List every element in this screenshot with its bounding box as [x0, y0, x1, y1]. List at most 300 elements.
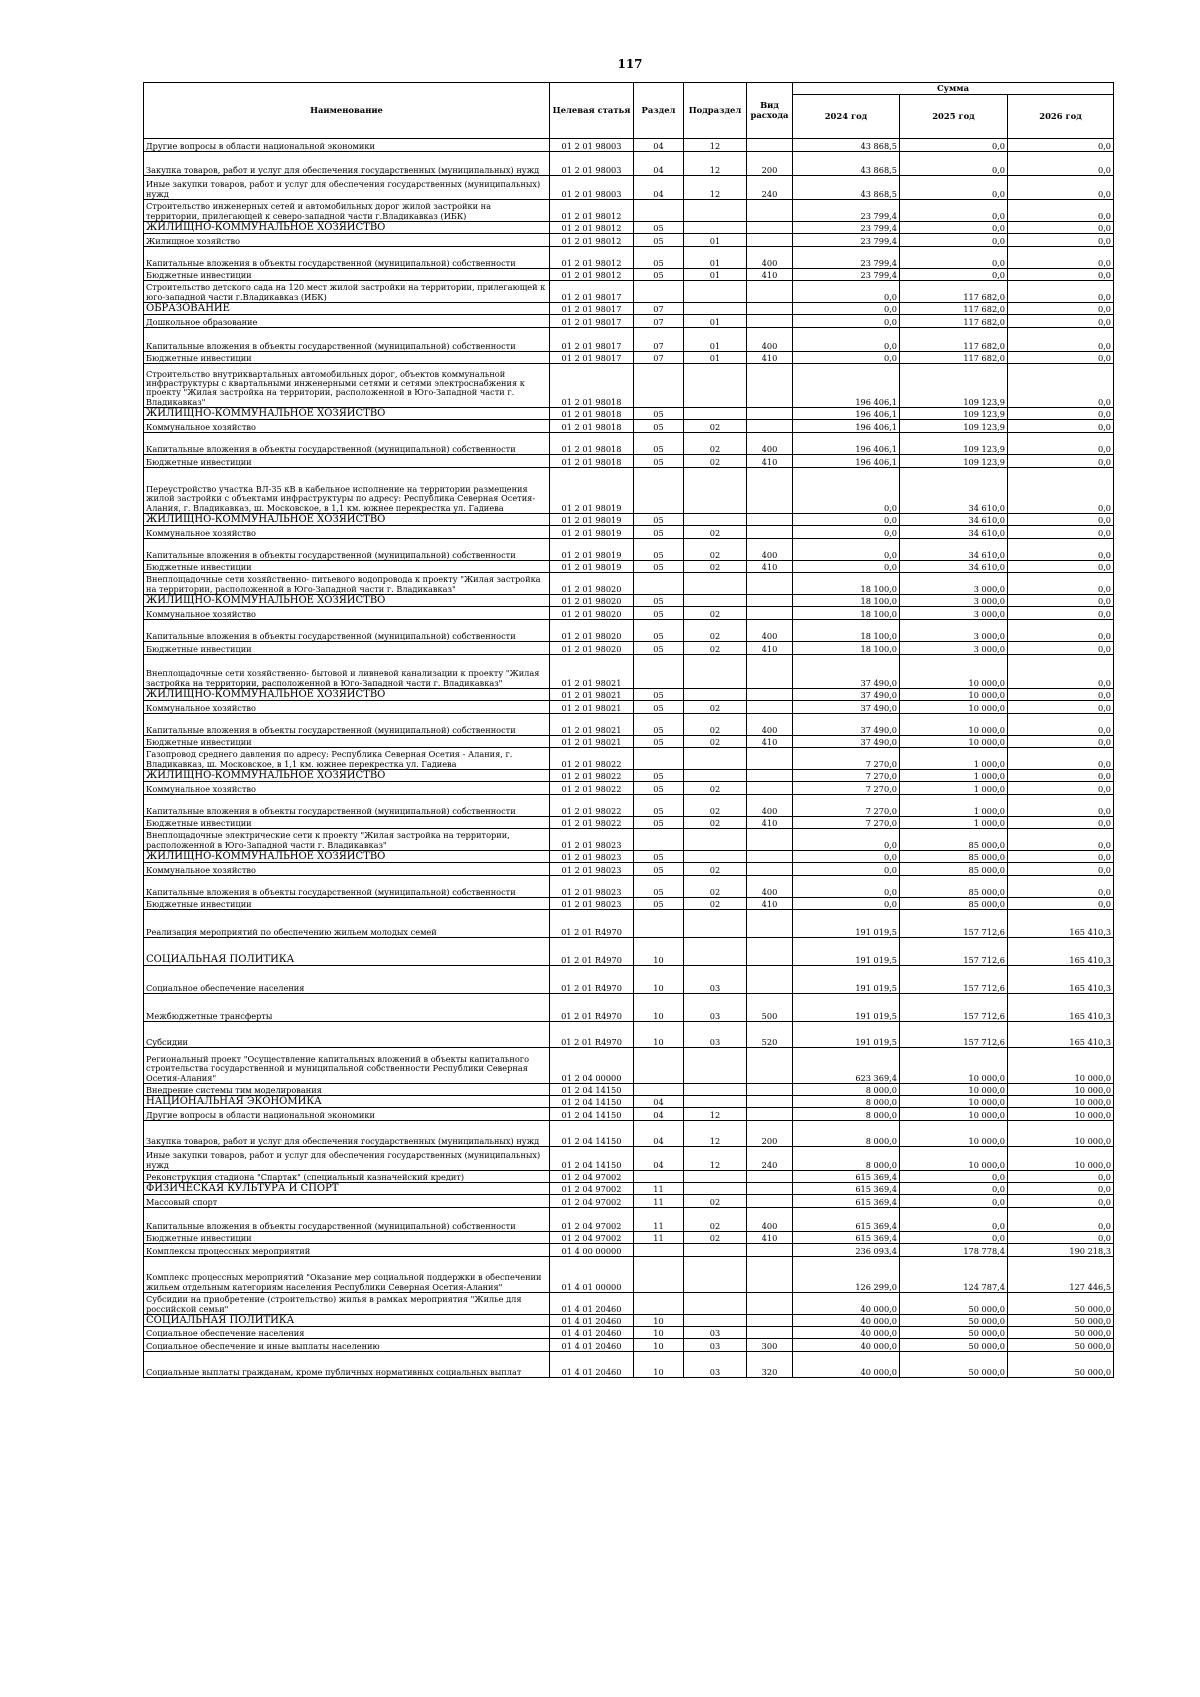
table-row: [144, 1096, 1114, 1108]
row-amount-2025: 0,0: [900, 1195, 1008, 1208]
row-target-article: 01 2 01 98012: [550, 222, 634, 234]
row-amount-2026: 190 218,3: [1008, 1244, 1114, 1257]
table-row: [144, 1171, 1114, 1183]
row-amount-2025: 117 682,0: [900, 352, 1008, 364]
row-amount-2024: 7 270,0: [793, 795, 900, 817]
table-row: [144, 701, 1114, 714]
row-amount-2024: 0,0: [793, 328, 900, 352]
row-name: Реконструкция стадиона "Спартак" (специальный казначейский кредит): [144, 1171, 550, 1183]
row-name: Межбюджетные трансферты: [144, 994, 550, 1022]
row-target-article: 01 2 01 98003: [550, 152, 634, 176]
row-section: 07: [634, 352, 684, 364]
table-row: [144, 620, 1114, 642]
row-expense-type: [747, 222, 793, 234]
row-amount-2025: 85 000,0: [900, 898, 1008, 910]
row-section: 11: [634, 1195, 684, 1208]
row-name: Строительство внутриквартальных автомобильных дорог, объектов коммунальной инфраструктуры с квартальными инженерными сетями и сетями электроснабжения к проекту "Жилая застройка на территории, расположенной в Юго-Западной части г. Владикавказ": [144, 364, 550, 408]
row-subsection: [684, 910, 747, 938]
table-row: [144, 829, 1114, 851]
row-subsection: [684, 364, 747, 408]
table-row: [144, 247, 1114, 269]
row-subsection: 02: [684, 420, 747, 433]
row-amount-2024: 196 406,1: [793, 364, 900, 408]
row-target-article: 01 2 01 98020: [550, 620, 634, 642]
row-name: ЖИЛИЩНО-КОММУНАЛЬНОЕ ХОЗЯЙСТВО: [144, 770, 550, 782]
row-amount-2025: 1 000,0: [900, 770, 1008, 782]
row-amount-2025: 0,0: [900, 222, 1008, 234]
row-name: ЖИЛИЩНО-КОММУНАЛЬНОЕ ХОЗЯЙСТВО: [144, 595, 550, 607]
row-amount-2025: 10 000,0: [900, 655, 1008, 689]
row-amount-2026: 0,0: [1008, 420, 1114, 433]
row-subsection: [684, 655, 747, 689]
row-expense-type: [747, 1048, 793, 1084]
row-amount-2025: 178 778,4: [900, 1244, 1008, 1257]
row-expense-type: [747, 1293, 793, 1315]
row-target-article: 01 2 01 98021: [550, 714, 634, 736]
table-row: [144, 303, 1114, 315]
row-amount-2025: 157 712,6: [900, 1022, 1008, 1048]
row-name: Бюджетные инвестиции: [144, 561, 550, 573]
row-section: 05: [634, 736, 684, 748]
row-amount-2025: 1 000,0: [900, 817, 1008, 829]
row-amount-2024: 191 019,5: [793, 910, 900, 938]
row-section: 05: [634, 607, 684, 620]
row-expense-type: [747, 1327, 793, 1339]
row-section: [634, 1171, 684, 1183]
row-subsection: 03: [684, 966, 747, 994]
row-amount-2025: 3 000,0: [900, 642, 1008, 655]
row-amount-2025: 85 000,0: [900, 863, 1008, 876]
row-amount-2025: 1 000,0: [900, 795, 1008, 817]
row-name: Внедрение системы тим моделирования: [144, 1084, 550, 1096]
row-expense-type: [747, 1195, 793, 1208]
row-name: Закупка товаров, работ и услуг для обеспечения государственных (муниципальных) нужд: [144, 152, 550, 176]
row-target-article: 01 2 01 98023: [550, 898, 634, 910]
row-amount-2025: 0,0: [900, 1171, 1008, 1183]
row-target-article: 01 4 01 20460: [550, 1339, 634, 1352]
table-row: [144, 1121, 1114, 1147]
row-amount-2024: 8 000,0: [793, 1084, 900, 1096]
row-amount-2026: 0,0: [1008, 139, 1114, 152]
row-amount-2024: 0,0: [793, 851, 900, 863]
row-subsection: 02: [684, 433, 747, 455]
row-name: Газопровод среднего давления по адресу: Республика Северная Осетия - Алания, г. Владикавказ, ш. Московское, в 1,1 км. южнее перекрестка ул. Гадиева: [144, 748, 550, 770]
row-subsection: [684, 1293, 747, 1315]
row-amount-2026: 0,0: [1008, 561, 1114, 573]
row-amount-2025: 10 000,0: [900, 701, 1008, 714]
row-subsection: 01: [684, 328, 747, 352]
row-section: 05: [634, 539, 684, 561]
row-amount-2024: 0,0: [793, 829, 900, 851]
row-amount-2025: 0,0: [900, 234, 1008, 247]
row-expense-type: 200: [747, 152, 793, 176]
row-amount-2026: 0,0: [1008, 714, 1114, 736]
header-2025: 2025 год: [900, 95, 1008, 139]
row-subsection: 02: [684, 1232, 747, 1244]
table-row: [144, 910, 1114, 938]
row-amount-2025: 117 682,0: [900, 303, 1008, 315]
row-amount-2026: 0,0: [1008, 1232, 1114, 1244]
row-subsection: [684, 1084, 747, 1096]
row-name: Капитальные вложения в объекты государственной (муниципальной) собственности: [144, 714, 550, 736]
row-amount-2024: 37 490,0: [793, 655, 900, 689]
row-amount-2025: 157 712,6: [900, 994, 1008, 1022]
row-amount-2024: 0,0: [793, 863, 900, 876]
row-amount-2024: 23 799,4: [793, 222, 900, 234]
row-expense-type: 240: [747, 176, 793, 200]
row-amount-2026: 0,0: [1008, 607, 1114, 620]
row-amount-2026: 127 446,5: [1008, 1257, 1114, 1293]
row-expense-type: [747, 573, 793, 595]
row-section: 10: [634, 1327, 684, 1339]
row-section: [634, 364, 684, 408]
row-amount-2026: 0,0: [1008, 863, 1114, 876]
row-name: Внеплощадочные сети хозяйственно- бытовой и ливневой канализации к проекту "Жилая застройка на территории, расположенной в Юго-Западной части г. Владикавказ": [144, 655, 550, 689]
row-name: Иные закупки товаров, работ и услуг для обеспечения государственных (муниципальных) нужд: [144, 1147, 550, 1171]
row-amount-2024: 7 270,0: [793, 748, 900, 770]
row-subsection: 12: [684, 176, 747, 200]
row-amount-2025: 0,0: [900, 139, 1008, 152]
row-expense-type: 240: [747, 1147, 793, 1171]
table-row: [144, 595, 1114, 607]
table-row: [144, 364, 1114, 408]
row-amount-2026: 10 000,0: [1008, 1048, 1114, 1084]
row-target-article: 01 2 01 R4970: [550, 1022, 634, 1048]
table-row: [144, 539, 1114, 561]
header-section: Раздел: [634, 83, 684, 139]
row-amount-2026: 0,0: [1008, 642, 1114, 655]
table-row: [144, 994, 1114, 1022]
row-target-article: 01 2 01 98003: [550, 139, 634, 152]
row-section: 05: [634, 408, 684, 420]
row-amount-2024: 191 019,5: [793, 966, 900, 994]
row-name: ЖИЛИЩНО-КОММУНАЛЬНОЕ ХОЗЯЙСТВО: [144, 222, 550, 234]
row-amount-2025: 0,0: [900, 200, 1008, 222]
row-amount-2026: 0,0: [1008, 352, 1114, 364]
row-target-article: 01 2 01 98018: [550, 420, 634, 433]
row-amount-2025: 10 000,0: [900, 1084, 1008, 1096]
row-amount-2025: 1 000,0: [900, 748, 1008, 770]
row-target-article: 01 4 00 00000: [550, 1244, 634, 1257]
row-subsection: 12: [684, 139, 747, 152]
row-target-article: 01 2 01 98023: [550, 863, 634, 876]
row-name: Социальное обеспечение населения: [144, 966, 550, 994]
row-expense-type: 320: [747, 1352, 793, 1378]
row-amount-2024: 7 270,0: [793, 782, 900, 795]
row-amount-2026: 50 000,0: [1008, 1327, 1114, 1339]
row-expense-type: [747, 782, 793, 795]
row-expense-type: 400: [747, 433, 793, 455]
row-amount-2025: 0,0: [900, 1232, 1008, 1244]
row-target-article: 01 2 01 R4970: [550, 966, 634, 994]
row-name: Коммунальное хозяйство: [144, 526, 550, 539]
row-subsection: 03: [684, 1327, 747, 1339]
row-expense-type: 410: [747, 642, 793, 655]
row-section: [634, 829, 684, 851]
row-name: Бюджетные инвестиции: [144, 455, 550, 468]
row-amount-2024: 0,0: [793, 315, 900, 328]
table-row: [144, 352, 1114, 364]
row-amount-2024: 126 299,0: [793, 1257, 900, 1293]
table-row: [144, 1022, 1114, 1048]
row-expense-type: [747, 468, 793, 514]
table-row: [144, 315, 1114, 328]
row-amount-2025: 0,0: [900, 1183, 1008, 1195]
row-target-article: 01 4 01 20460: [550, 1293, 634, 1315]
row-expense-type: [747, 689, 793, 701]
table-row: [144, 1108, 1114, 1121]
row-expense-type: [747, 1171, 793, 1183]
row-name: Социальное обеспечение и иные выплаты населению: [144, 1339, 550, 1352]
row-subsection: [684, 938, 747, 966]
row-amount-2024: 0,0: [793, 281, 900, 303]
row-amount-2024: 23 799,4: [793, 200, 900, 222]
row-subsection: 02: [684, 714, 747, 736]
row-amount-2024: 23 799,4: [793, 234, 900, 247]
row-target-article: 01 2 01 98017: [550, 315, 634, 328]
row-section: 05: [634, 876, 684, 898]
header-subsection: Подраздел: [684, 83, 747, 139]
row-section: 05: [634, 526, 684, 539]
row-target-article: 01 2 04 97002: [550, 1183, 634, 1195]
row-section: 05: [634, 234, 684, 247]
row-amount-2024: 623 369,4: [793, 1048, 900, 1084]
row-target-article: 01 2 04 14150: [550, 1147, 634, 1171]
header-name: Наименование: [144, 83, 550, 139]
row-section: 11: [634, 1183, 684, 1195]
row-name: Внеплощадочные сети хозяйственно- питьевого водопровода к проекту "Жилая застройка на территории, расположенной в Юго-Западной части г. Владикавказ": [144, 573, 550, 595]
row-name: НАЦИОНАЛЬНАЯ ЭКОНОМИКА: [144, 1096, 550, 1108]
row-subsection: [684, 222, 747, 234]
row-subsection: 01: [684, 352, 747, 364]
row-amount-2026: 0,0: [1008, 328, 1114, 352]
row-subsection: 12: [684, 1108, 747, 1121]
row-name: Бюджетные инвестиции: [144, 352, 550, 364]
table-row: [144, 1293, 1114, 1315]
row-amount-2026: 0,0: [1008, 1183, 1114, 1195]
row-amount-2026: 165 410,3: [1008, 910, 1114, 938]
table-row: [144, 200, 1114, 222]
row-target-article: 01 2 01 98021: [550, 736, 634, 748]
row-expense-type: [747, 420, 793, 433]
row-target-article: 01 2 01 98019: [550, 514, 634, 526]
table-row: [144, 782, 1114, 795]
row-name: ЖИЛИЩНО-КОММУНАЛЬНОЕ ХОЗЯЙСТВО: [144, 514, 550, 526]
table-row: [144, 139, 1114, 152]
row-name: Бюджетные инвестиции: [144, 1232, 550, 1244]
row-amount-2024: 8 000,0: [793, 1096, 900, 1108]
table-row: [144, 863, 1114, 876]
row-target-article: 01 2 01 R4970: [550, 994, 634, 1022]
row-amount-2026: 50 000,0: [1008, 1293, 1114, 1315]
row-amount-2025: 0,0: [900, 176, 1008, 200]
row-amount-2024: 7 270,0: [793, 770, 900, 782]
row-amount-2024: 37 490,0: [793, 736, 900, 748]
table-row: [144, 1048, 1114, 1084]
budget-table: [143, 82, 1114, 1378]
row-expense-type: 410: [747, 1232, 793, 1244]
row-target-article: 01 2 01 R4970: [550, 910, 634, 938]
row-expense-type: 520: [747, 1022, 793, 1048]
row-target-article: 01 2 01 98020: [550, 595, 634, 607]
row-amount-2024: 23 799,4: [793, 269, 900, 281]
row-expense-type: [747, 966, 793, 994]
row-subsection: 02: [684, 736, 747, 748]
row-amount-2024: 18 100,0: [793, 573, 900, 595]
row-target-article: 01 2 04 97002: [550, 1208, 634, 1232]
row-expense-type: 400: [747, 1208, 793, 1232]
header-sum: Сумма: [793, 83, 1114, 95]
row-subsection: [684, 468, 747, 514]
row-target-article: 01 2 01 98003: [550, 176, 634, 200]
row-name: Коммунальное хозяйство: [144, 607, 550, 620]
table-row: [144, 1195, 1114, 1208]
row-expense-type: [747, 655, 793, 689]
table-row: [144, 573, 1114, 595]
row-amount-2026: 165 410,3: [1008, 938, 1114, 966]
row-amount-2025: 109 123,9: [900, 408, 1008, 420]
row-amount-2024: 37 490,0: [793, 714, 900, 736]
row-target-article: 01 2 01 98017: [550, 303, 634, 315]
row-target-article: 01 2 01 98012: [550, 247, 634, 269]
row-amount-2024: 18 100,0: [793, 620, 900, 642]
table-row: [144, 1084, 1114, 1096]
row-name: Капитальные вложения в объекты государственной (муниципальной) собственности: [144, 539, 550, 561]
row-amount-2024: 196 406,1: [793, 433, 900, 455]
row-section: 07: [634, 303, 684, 315]
row-amount-2024: 0,0: [793, 898, 900, 910]
row-amount-2026: 0,0: [1008, 736, 1114, 748]
row-subsection: [684, 1048, 747, 1084]
row-subsection: [684, 1183, 747, 1195]
row-amount-2024: 8 000,0: [793, 1121, 900, 1147]
row-name: СОЦИАЛЬНАЯ ПОЛИТИКА: [144, 938, 550, 966]
row-subsection: 01: [684, 247, 747, 269]
row-expense-type: [747, 770, 793, 782]
row-name: Бюджетные инвестиции: [144, 736, 550, 748]
row-amount-2024: 196 406,1: [793, 408, 900, 420]
row-target-article: 01 2 04 97002: [550, 1232, 634, 1244]
row-name: Капитальные вложения в объекты государственной (муниципальной) собственности: [144, 1208, 550, 1232]
row-section: 05: [634, 898, 684, 910]
row-amount-2025: 85 000,0: [900, 829, 1008, 851]
row-amount-2025: 0,0: [900, 269, 1008, 281]
row-name: ЖИЛИЩНО-КОММУНАЛЬНОЕ ХОЗЯЙСТВО: [144, 408, 550, 420]
row-amount-2026: 0,0: [1008, 222, 1114, 234]
row-target-article: 01 2 01 98012: [550, 200, 634, 222]
row-section: [634, 910, 684, 938]
row-amount-2026: 0,0: [1008, 876, 1114, 898]
row-name: ФИЗИЧЕСКАЯ КУЛЬТУРА И СПОРТ: [144, 1183, 550, 1195]
row-name: ОБРАЗОВАНИЕ: [144, 303, 550, 315]
row-target-article: 01 2 04 14150: [550, 1121, 634, 1147]
row-expense-type: [747, 829, 793, 851]
row-section: [634, 1084, 684, 1096]
table-row: [144, 689, 1114, 701]
row-target-article: 01 4 01 20460: [550, 1352, 634, 1378]
row-target-article: 01 2 01 98018: [550, 433, 634, 455]
row-amount-2025: 85 000,0: [900, 851, 1008, 863]
row-subsection: 02: [684, 817, 747, 829]
row-expense-type: 410: [747, 455, 793, 468]
row-target-article: 01 2 01 98021: [550, 655, 634, 689]
row-amount-2025: 3 000,0: [900, 620, 1008, 642]
row-target-article: 01 2 01 98021: [550, 689, 634, 701]
header-expense-type: Вид расхода: [747, 83, 793, 139]
row-amount-2026: 0,0: [1008, 364, 1114, 408]
row-amount-2025: 124 787,4: [900, 1257, 1008, 1293]
row-expense-type: 400: [747, 539, 793, 561]
row-expense-type: [747, 408, 793, 420]
row-name: Коммунальное хозяйство: [144, 701, 550, 714]
row-amount-2026: 0,0: [1008, 595, 1114, 607]
row-target-article: 01 2 01 98019: [550, 526, 634, 539]
row-subsection: 12: [684, 1147, 747, 1171]
row-section: 10: [634, 938, 684, 966]
row-name: Субсидии на приобретение (строительство) жилья в рамках мероприятия "Жилье для российской семьи": [144, 1293, 550, 1315]
row-amount-2025: 157 712,6: [900, 938, 1008, 966]
row-name: Бюджетные инвестиции: [144, 269, 550, 281]
row-name: Массовый спорт: [144, 1195, 550, 1208]
row-amount-2026: 0,0: [1008, 281, 1114, 303]
row-section: 11: [634, 1232, 684, 1244]
row-subsection: [684, 514, 747, 526]
row-amount-2024: 0,0: [793, 539, 900, 561]
row-amount-2024: 0,0: [793, 526, 900, 539]
table-row: [144, 1183, 1114, 1195]
table-row: [144, 770, 1114, 782]
row-expense-type: [747, 1096, 793, 1108]
row-amount-2026: 0,0: [1008, 514, 1114, 526]
row-amount-2025: 109 123,9: [900, 364, 1008, 408]
row-amount-2025: 10 000,0: [900, 689, 1008, 701]
row-amount-2025: 34 610,0: [900, 468, 1008, 514]
table-row: [144, 514, 1114, 526]
row-section: [634, 468, 684, 514]
row-subsection: 03: [684, 1339, 747, 1352]
row-amount-2025: 109 123,9: [900, 420, 1008, 433]
row-target-article: 01 2 01 98018: [550, 408, 634, 420]
row-expense-type: [747, 303, 793, 315]
row-amount-2026: 50 000,0: [1008, 1315, 1114, 1327]
table-row: [144, 966, 1114, 994]
table-row: [144, 234, 1114, 247]
row-subsection: 02: [684, 607, 747, 620]
row-target-article: 01 2 01 98019: [550, 468, 634, 514]
row-amount-2026: 0,0: [1008, 655, 1114, 689]
row-amount-2026: 10 000,0: [1008, 1147, 1114, 1171]
table-body: [144, 139, 1114, 1378]
row-subsection: [684, 595, 747, 607]
row-target-article: 01 4 01 20460: [550, 1327, 634, 1339]
row-amount-2026: 0,0: [1008, 200, 1114, 222]
row-section: [634, 655, 684, 689]
table-row: [144, 1327, 1114, 1339]
table-row: [144, 736, 1114, 748]
row-amount-2024: 0,0: [793, 303, 900, 315]
row-name: СОЦИАЛЬНАЯ ПОЛИТИКА: [144, 1315, 550, 1327]
row-amount-2024: 8 000,0: [793, 1108, 900, 1121]
row-amount-2024: 18 100,0: [793, 607, 900, 620]
row-section: 04: [634, 1147, 684, 1171]
row-subsection: [684, 1244, 747, 1257]
row-section: 05: [634, 595, 684, 607]
row-amount-2026: 0,0: [1008, 539, 1114, 561]
table-row: [144, 468, 1114, 514]
row-expense-type: [747, 1108, 793, 1121]
row-target-article: 01 2 04 14150: [550, 1084, 634, 1096]
row-amount-2024: 37 490,0: [793, 701, 900, 714]
